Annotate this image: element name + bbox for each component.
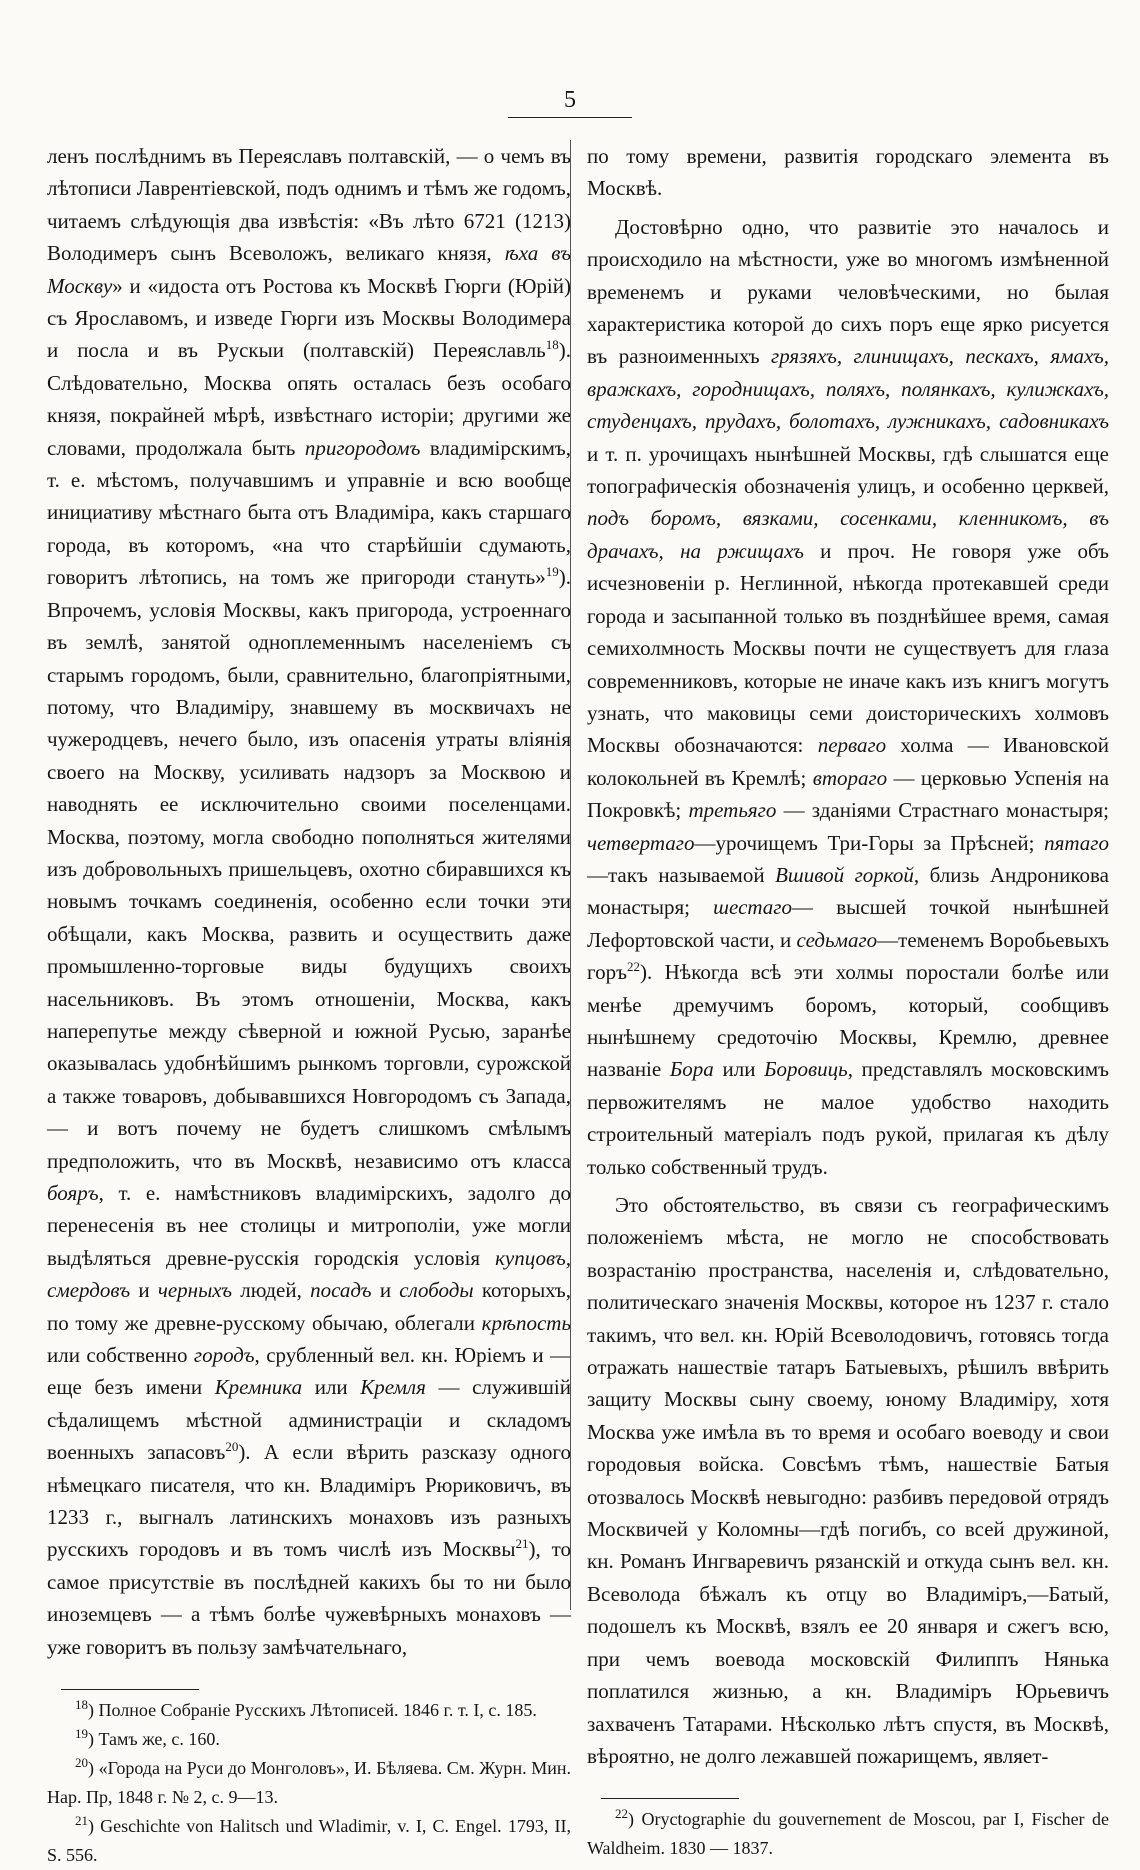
footnote-divider (61, 1689, 199, 1690)
header-rule (508, 117, 632, 118)
page-number: 5 (564, 87, 576, 113)
footnote-divider (601, 1798, 739, 1799)
right-column (587, 140, 1109, 1863)
left-paragraph: ленъ послѣднимъ въ Переяславъ полтавскій, — о чемъ въ лѣтописи Лаврентіевской, подъ однимъ и тѣмъ же годомъ, читаемъ слѣдующія два извѣстія: «Въ лѣто 6721 (1213) Володимеръ сынъ Всеволожъ, великаго князя, ѣха въ Москву» и «идоста отъ Ростова къ Москвѣ Гюрги (Юрій) съ Ярославомъ, и изведе Гюрги изъ Москвы Володимера и посла и въ Рускыи (полтавскій) Переяславль$^{18}$). Слѣдовательно, Москва опять осталась безъ особаго князя, покрайней мѣрѣ, извѣстнаго исторіи; другими же словами, продолжала быть пригородомъ владимірскимъ, т. е. мѣстомъ, получавшимъ и управніе и всю вообще инициативу мѣстнаго быта отъ Владиміра, какъ старшаго города, въ которомъ, «на что старѣйшіи сдумають, говоритъ лѣтопись, на томъ же пригороди стануть»$^{19}$). Впрочемъ, условія Москвы, какъ пригорода, устроеннаго въ землѣ, занятой одноплеменнымъ населеніемъ съ старымъ городомъ, были, сравнительно, благопріятными, потому, что Владиміру, знавшему въ москвичахъ не чужеродцевъ, нечего было, изъ опасенія утраты вліянія своего на Москву, усиливать надзоръ за Москвою и наводнять ее исключительно своими поселенцами. Москва, поэтому, могла свободно пополняться жителями изъ добровольныхъ пришельцевъ, охотно сбиравшихся къ новымъ точкамъ соединенія, особенно если точки эти обѣщали, какъ Москва, развить и осуществить даже промышленно-торговые виды будущихъ своихъ насельниковъ. Въ этомъ отношеніи, Москва, какъ наперепутье между сѣверной и южной Русью, заранѣе оказывалась удобнѣйшимъ рынкомъ торговли, сурожской а также товаровъ, добывавшихся Новгородомъ съ Запада, — и вотъ почему не будетъ слишкомъ смѣлымъ предположить, что въ Москвѣ, независимо отъ класса бояръ, т. е. намѣстниковъ владимірскихъ, задолго до перенесенія въ нее столицы и митрополіи, уже могли выдѣляться древне-русскія городскія условія купцовъ, смердовъ и черныхъ людей, посадъ и слободы которыхъ, по тому же древне-русскому обычаю, облегали крѣпость или собственно городъ, срубленный вел. кн. Юріемъ и — еще безъ имени Кремника или Кремля — служившій сѣдалищемъ мѣстной администраціи и складомъ военныхъ запасовъ$^{20}$). А если вѣрить разсказу одного нѣмецкаго писателя, что кн. Владиміръ Рюриковичъ, въ 1233 г., выгналъ латинскихъ монаховъ изъ разныхъ русскихъ городовъ и въ томъ числѣ изъ Москвы$^{21}$), то самое присутствіе въ послѣдней какихъ бы то ни было иноземцевъ — а тѣмъ болѣе чужевѣрныхъ монаховъ — уже говоритъ въ пользу замѣчательнаго, (47, 144, 572, 1659)
left-footnotes (47, 1696, 571, 1870)
footnote-ref-18: 18 (545, 337, 559, 353)
footnote: $^{22}$) Oryctographie du gouvernement de Moscou, par I, Fischer de Waldheim. 1830 — 1837. (587, 1806, 1109, 1859)
footnote: $^{20}$) «Города на Руси до Монголовъ», И. Бѣляева. См. Журн. Мин. Нар. Пр, 1848 г. № 2, с. 9—13. (47, 1755, 571, 1808)
right-paragraph-2: Достовѣрно одно, что развитіе это началось и происходило на мѣстности, уже во многомъ измѣненной временемъ и руками человѣческими, но былая характеристика которой до сихъ поръ еще ярко рисуется въ разноименныхъ грязяхъ, глинищахъ, пескахъ, ямахъ, вражкахъ, городнищахъ, поляхъ, полянкахъ, кулижкахъ, студенцахъ, прудахъ, болотахъ, лужникахъ, садовникахъ и т. п. урочищахъ нынѣшней Москвы, гдѣ слышатся еще топографическія обозначенія улицъ, и особенно церквей, подъ боромъ, вязками, сосенками, кленникомъ, въ драчахъ, на ржищахъ и проч. Не говоря уже объ исчезновеніи р. Неглинной, нѣкогда протекавшей среди города и засыпанной только въ позднѣйшее время, самая семихолмность Москвы почти не существуетъ для глаза современниковъ, которые не иначе какъ изъ книгъ могутъ узнать, что маковицы семи доисторическихъ холмовъ Москвы обозначаются: перваго холма — Ивановской колокольней въ Кремлѣ; втораго — церковью Успенія на Покровкѣ; третьяго — зданіями Страстнаго монастыря; четвертаго—урочищемъ Три-Горы за Прѣсней; пятаго—такъ называемой Вшивой горкой, близь Андроникова монастыря; шестаго— высшей точкой нынѣшней Лефортовской части, и седьмаго—теменемъ Воробьевыхъ горъ$^{22}$). Нѣкогда всѣ эти холмы поростали болѣе или менѣе дремучимъ боромъ, который, сообщивъ нынѣшнему средоточію Москвы, Кремлю, древнее названіе Бора или Боровиць, представлялъ московскимъ первожителямъ не малое удобство находить строительный матеріалъ подъ рукой, прилагая къ дѣлу только собственный трудъ. (587, 214, 1109, 1179)
footnote-ref-22: 22 (626, 959, 640, 975)
footnote: $^{21}$) Geschichte von Halitsch und Wladimir, v. I, C. Engel. 1793, II, S. 556. (47, 1813, 571, 1866)
left-column (47, 140, 571, 1870)
footnote: $^{18}$) Полное Собраніе Русскихъ Лѣтописей. 1846 г. т. I, с. 185. (75, 1697, 537, 1721)
footnote-ref-19: 19 (545, 564, 559, 580)
footnote-ref-21: 21 (515, 1536, 529, 1552)
footnote-ref-20: 20 (225, 1439, 239, 1455)
right-paragraph-3: Это обстоятельство, въ связи съ географическимъ положеніемъ мѣста, не могло не способствовать возрастанію пространства, населенія и, слѣдовательно, политическаго значенія Москвы, которое нъ 1237 г. стало такимъ, что вел. кн. Юрій Всеволодовичъ, готовясь тогда отражать нашествіе татаръ Батыевыхъ, рѣшилъ ввѣрить защиту Москвы сыну своему, юному Владиміру, хотя Москва уже имѣла въ то время и особаго воеводу и свои городовыя войска. Совсѣмъ тѣмъ, нашествіе Батыя отозвалось Москвѣ невыгодно: разбивъ передовой отрядъ Москвичей у Коломны—гдѣ погибъ, со всей дружиной, кн. Романъ Ингваревичъ рязанскій и откуда сынъ вел. кн. Всеволода бѣжалъ къ отцу во Владиміръ,—Батый, подошелъ къ Москвѣ, взялъ ее 20 января и сжегъ всю, при чемъ воевода московскій Филиппъ Нянька поплатился жизнью, а кн. Владиміръ Юрьевичъ захваченъ Татарами. Нѣсколько лѣтъ спустя, въ Москвѣ, вѣроятно, не долго лежавшей пожарищемъ, являет- (587, 1193, 1109, 1768)
right-footnotes (587, 1805, 1109, 1863)
right-paragraph-1: по тому времени, развитія городскаго элемента въ Москвѣ. (587, 144, 1109, 201)
footnote: $^{19}$) Тамъ же, с. 160. (75, 1726, 220, 1750)
column-divider (570, 140, 571, 1610)
